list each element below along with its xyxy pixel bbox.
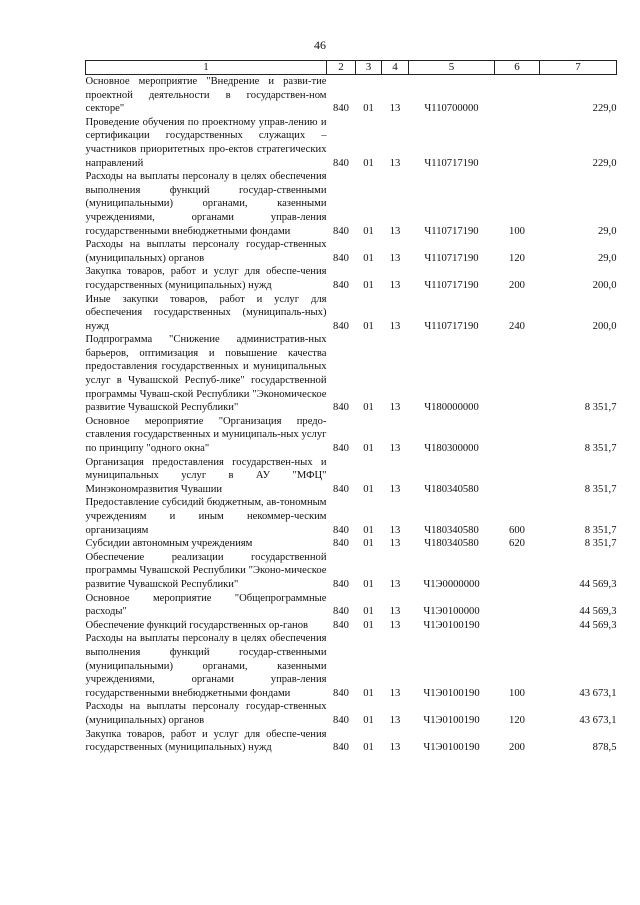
row-section-code: 01 (363, 606, 374, 618)
row-expense-type (495, 333, 540, 415)
row-amount: 229,0 (592, 103, 617, 115)
table-row (86, 496, 617, 537)
row-amount: 8 351,7 (584, 483, 617, 495)
header-col-5: 5 (409, 61, 495, 75)
table-row (86, 238, 617, 265)
row-ministry-code: 840 (333, 483, 349, 495)
row-ministry-code: 840 (333, 578, 349, 590)
row-section-code: 01 (363, 443, 374, 455)
row-subsection-code: 13 (389, 578, 401, 590)
table-row (86, 728, 617, 755)
row-subsection-code: 13 (389, 103, 401, 115)
row-expense-type: 100 (509, 225, 525, 237)
row-section-code: 01 (363, 687, 374, 699)
row-expense-type: 100 (509, 687, 525, 699)
row-subsection-code: 13 (389, 443, 401, 455)
row-subsection-code: 13 (389, 742, 401, 754)
row-expense-type: 120 (509, 252, 525, 264)
row-section-code: 01 (363, 103, 374, 115)
row-target-article: Ч110717190 (424, 279, 479, 291)
table-row (86, 537, 617, 551)
row-section-code: 01 (363, 538, 374, 550)
row-name: Основное мероприятие "Организация предо-ставления государственных и муниципаль-ных услуг по принципу "одного окна" (85, 415, 327, 455)
row-name: Иные закупки товаров, работ и услуг для обеспечения государственных (муниципаль-ных) нужд (85, 293, 327, 332)
row-subsection-code: 13 (389, 157, 401, 169)
row-target-article: Ч180300000 (424, 443, 479, 455)
row-section-code: 01 (363, 157, 374, 169)
row-section-code: 01 (363, 742, 374, 754)
row-name: Расходы на выплаты персоналу в целях обеспечения выполнения функций государ-ственными (муниципальными) органами, казенными учреждениями, органами управ-ления государственными внебюджетными фондами (85, 633, 327, 699)
row-section-code: 01 (363, 279, 374, 291)
row-expense-type: 200 (509, 742, 525, 754)
row-target-article: Ч180340580 (424, 483, 479, 495)
row-name: Обеспечение реализации государственной программы Чувашской Республики "Эконо-мическое развитие Чувашской Республики" (85, 551, 327, 590)
row-ministry-code: 840 (333, 524, 349, 536)
row-section-code: 01 (363, 578, 374, 590)
row-section-code: 01 (363, 252, 374, 264)
row-subsection-code: 13 (389, 252, 401, 264)
budget-table (85, 60, 617, 755)
row-subsection-code: 13 (389, 279, 401, 291)
table-row (86, 700, 617, 727)
row-amount: 44 569,3 (579, 578, 617, 590)
row-subsection-code: 13 (389, 538, 401, 550)
row-target-article: Ч180340580 (424, 524, 479, 536)
row-section-code: 01 (363, 524, 374, 536)
row-section-code: 01 (363, 483, 374, 495)
row-target-article: Ч1Э0100190 (423, 714, 480, 726)
row-amount: 8 351,7 (584, 524, 617, 536)
row-subsection-code: 13 (389, 687, 401, 699)
row-name: Предоставление субсидий бюджетным, ав-тономным учреждениям и иным некоммер-ческим организациям (85, 497, 327, 536)
table-row (86, 75, 617, 116)
row-ministry-code: 840 (333, 714, 349, 726)
row-subsection-code: 13 (389, 714, 401, 726)
header-col-4: 4 (382, 61, 409, 75)
row-target-article: Ч180000000 (424, 402, 479, 414)
row-section-code: 01 (363, 225, 374, 237)
row-ministry-code: 840 (333, 103, 349, 115)
row-ministry-code: 840 (333, 742, 349, 754)
row-amount: 29,0 (597, 252, 617, 264)
row-section-code: 01 (363, 714, 374, 726)
row-amount: 200,0 (592, 279, 617, 291)
row-ministry-code: 840 (333, 279, 349, 291)
row-expense-type: 620 (509, 538, 525, 550)
row-subsection-code: 13 (389, 402, 401, 414)
table-row (86, 632, 617, 700)
header-col-1: 1 (86, 61, 327, 75)
row-subsection-code: 13 (389, 619, 401, 631)
row-ministry-code: 840 (333, 157, 349, 169)
row-expense-type (495, 456, 540, 497)
row-expense-type (495, 415, 540, 456)
row-amount: 878,5 (592, 742, 617, 754)
row-name: Проведение обучения по проектному управ-лению и сертификации государственных служащих – участников приоритетных про-ектов стратегических направлений (85, 116, 327, 169)
row-target-article: Ч1Э0100190 (423, 619, 480, 631)
row-amount: 44 569,3 (579, 606, 617, 618)
row-target-article: Ч110717190 (424, 320, 479, 332)
row-subsection-code: 13 (389, 320, 401, 332)
row-ministry-code: 840 (333, 225, 349, 237)
row-name: Закупка товаров, работ и услуг для обеспе-чения государственных (муниципальных) нужд (85, 266, 327, 291)
row-name: Расходы на выплаты персоналу в целях обеспечения выполнения функций государ-ственными (муниципальными) органами, казенными учреждениями, органами управ-ления государственными внебюджетными фондами (85, 171, 327, 237)
header-col-3: 3 (356, 61, 382, 75)
row-section-code: 01 (363, 619, 374, 631)
row-amount: 200,0 (592, 320, 617, 332)
row-target-article: Ч180340580 (424, 538, 479, 550)
row-ministry-code: 840 (333, 687, 349, 699)
row-ministry-code: 840 (333, 606, 349, 618)
row-target-article: Ч1Э0100000 (423, 606, 480, 618)
row-target-article: Ч1Э0000000 (423, 578, 480, 590)
table-row (86, 265, 617, 292)
row-name: Расходы на выплаты персоналу государ-ственных (муниципальных) органов (85, 701, 327, 726)
row-expense-type: 600 (509, 524, 525, 536)
row-ministry-code: 840 (333, 619, 349, 631)
row-target-article: Ч1Э0100190 (423, 687, 480, 699)
header-col-7: 7 (540, 61, 617, 75)
row-amount: 43 673,1 (579, 714, 617, 726)
row-target-article: Ч1Э0100190 (423, 742, 480, 754)
row-target-article: Ч110717190 (424, 225, 479, 237)
row-amount: 229,0 (592, 157, 617, 169)
row-target-article: Ч110700000 (424, 103, 479, 115)
row-amount: 43 673,1 (579, 687, 617, 699)
row-target-article: Ч110717190 (424, 157, 479, 169)
row-ministry-code: 840 (333, 252, 349, 264)
row-amount: 29,0 (597, 225, 617, 237)
row-amount: 8 351,7 (584, 538, 617, 550)
row-subsection-code: 13 (389, 483, 401, 495)
row-expense-type (495, 75, 540, 116)
row-section-code: 01 (363, 320, 374, 332)
table-row (86, 551, 617, 592)
row-ministry-code: 840 (333, 402, 349, 414)
header-col-6: 6 (495, 61, 540, 75)
table-row (86, 333, 617, 415)
row-subsection-code: 13 (389, 606, 401, 618)
row-expense-type: 240 (509, 320, 525, 332)
row-target-article: Ч110717190 (424, 252, 479, 264)
table-row (86, 619, 617, 633)
row-name: Организация предоставления государствен-ных и муниципальных услуг в АУ "МФЦ" Минэкономразвития Чувашии (85, 456, 327, 495)
page-number: 46 (314, 38, 326, 52)
row-ministry-code: 840 (333, 443, 349, 455)
row-expense-type (495, 116, 540, 170)
row-expense-type: 120 (509, 714, 525, 726)
header-col-2: 2 (327, 61, 356, 75)
row-amount: 8 351,7 (584, 443, 617, 455)
row-expense-type (495, 551, 540, 592)
row-expense-type (495, 592, 540, 619)
row-ministry-code: 840 (333, 320, 349, 332)
row-name: Обеспечение функций государственных ор-ганов (85, 619, 308, 631)
row-amount: 44 569,3 (579, 619, 617, 631)
row-ministry-code: 840 (333, 538, 349, 550)
table-row (86, 456, 617, 497)
row-name: Основное мероприятие "Общепрограммные расходы" (85, 592, 327, 618)
row-section-code: 01 (363, 402, 374, 414)
table-row (86, 170, 617, 238)
row-name: Основное мероприятие "Внедрение и разви-тие проектной деятельности в государствен-ном секторе" (85, 76, 327, 115)
row-name: Расходы на выплаты персоналу государ-ственных (муниципальных) органов (85, 239, 327, 264)
table-row (86, 116, 617, 170)
row-amount: 8 351,7 (584, 402, 617, 414)
table-header-row (86, 61, 617, 75)
row-name: Закупка товаров, работ и услуг для обеспе-чения государственных (муниципальных) нужд (85, 728, 327, 754)
row-subsection-code: 13 (389, 225, 401, 237)
row-name: Субсидии автономным учреждениям (85, 538, 253, 550)
row-expense-type: 200 (509, 279, 525, 291)
table-row (86, 592, 617, 619)
row-expense-type (495, 619, 540, 633)
row-subsection-code: 13 (389, 524, 401, 536)
table-row (86, 415, 617, 456)
row-name: Подпрограмма "Снижение административ-ных барьеров, оптимизация и повышение качества предоставления государственных и муниципальных услуг в Чувашской Респуб-лике" государственной программы Чуваш-ской Республики "Экономическое развитие Чувашской Республики" (85, 334, 327, 414)
table-row (86, 293, 617, 334)
